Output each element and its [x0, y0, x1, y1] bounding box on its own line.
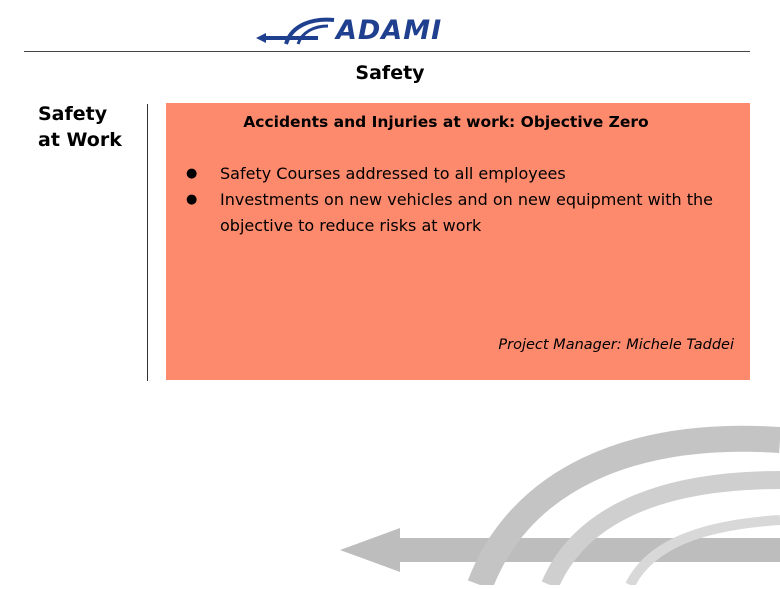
panel-heading: Accidents and Injuries at work: Objective Zero [243, 113, 649, 131]
slide-title: Safety [355, 62, 425, 84]
adami-logo [252, 14, 452, 50]
list-item [186, 187, 736, 239]
bullet-icon: ● [186, 166, 198, 181]
logo-text: ADAMI [336, 15, 443, 46]
bullet-list [186, 161, 736, 239]
project-manager-credit: Project Manager: Michele Taddei [498, 337, 734, 353]
header-divider [24, 51, 750, 52]
logo-watermark-icon [330, 420, 780, 585]
section-label-line-2: at Work [38, 129, 122, 151]
section-label [38, 101, 138, 153]
list-item [186, 161, 736, 187]
section-label-line-1: Safety [38, 103, 108, 125]
vertical-divider [147, 104, 148, 381]
content-panel [166, 103, 750, 380]
bullet-text: Safety Courses addressed to all employees [220, 164, 566, 183]
bullet-icon: ● [186, 192, 198, 207]
bullet-text: Investments on new vehicles and on new equipment with the objective to reduce risks at work [220, 190, 713, 235]
